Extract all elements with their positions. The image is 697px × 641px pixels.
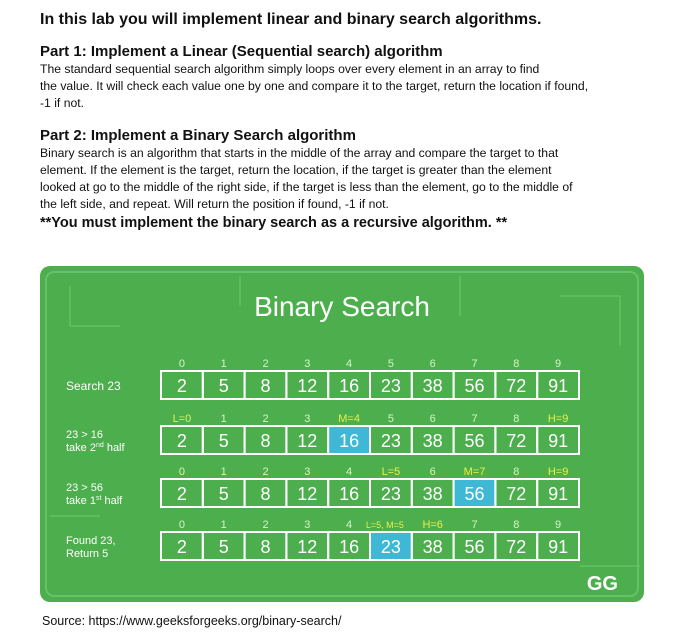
index-label: 4 [346, 519, 353, 531]
index-label: 7 [471, 519, 478, 531]
row-label: Return 5 [66, 548, 109, 560]
index-label: 0 [178, 519, 185, 531]
document-body [40, 10, 660, 248]
index-label: 2 [262, 358, 269, 370]
array-value: 23 [380, 431, 401, 451]
row-label: take 2nd half [66, 442, 125, 454]
index-label: M=4 [338, 413, 360, 425]
part1-heading: Part 1: Implement a Linear (Sequential search) algorithm [40, 43, 443, 60]
index-label: 2 [262, 519, 269, 531]
array-value: 23 [380, 537, 401, 557]
index-label: 8 [513, 358, 520, 370]
array-value: 12 [297, 484, 318, 504]
array-value: 8 [260, 537, 271, 557]
array-value: 72 [506, 431, 527, 451]
array-value: 56 [464, 376, 485, 396]
array-value: 91 [548, 431, 569, 451]
index-label: L=5, M=5 [365, 520, 404, 530]
index-label: 6 [429, 413, 436, 425]
array-value: 2 [176, 431, 187, 451]
row-label: 23 > 56 [66, 482, 104, 494]
array-value: 5 [218, 537, 229, 557]
index-label: 1 [220, 466, 227, 478]
array-value: 38 [422, 431, 443, 451]
part1-line: The standard sequential search algorithm simply loops over every element in an array to find [40, 62, 540, 76]
array-value: 5 [218, 376, 229, 396]
array-value: 38 [422, 484, 443, 504]
array-value: 56 [464, 537, 485, 557]
index-label: 6 [429, 466, 436, 478]
array-value: 56 [464, 431, 485, 451]
array-value: 72 [506, 376, 527, 396]
array-value: 12 [297, 376, 318, 396]
part1-line: -1 if not. [40, 96, 85, 110]
part2-line: element. If the element is the target, return the location, if the target is greater than the element [40, 163, 552, 177]
index-label: 3 [304, 413, 311, 425]
array-value: 91 [548, 484, 569, 504]
index-label: 0 [178, 466, 185, 478]
array-value: 8 [260, 431, 271, 451]
index-label: H=9 [547, 466, 569, 478]
array-value: 16 [339, 376, 360, 396]
array-value: 91 [548, 376, 569, 396]
part2-line: Binary search is an algorithm that starts in the middle of the array and compare the target to that [40, 146, 559, 160]
part2-heading: Part 2: Implement a Binary Search algorithm [40, 127, 356, 144]
array-value: 2 [176, 484, 187, 504]
index-label: L=5 [381, 466, 401, 478]
source-citation: Source: https://www.geeksforgeeks.org/binary-search/ [42, 614, 342, 628]
index-label: 5 [387, 413, 394, 425]
index-label: 7 [471, 413, 478, 425]
array-value: 16 [339, 537, 360, 557]
part2-line: the left side, and repeat. Will return the position if found, -1 if not. [40, 197, 389, 211]
row-label: Found 23, [66, 535, 116, 547]
index-label: 8 [513, 466, 520, 478]
index-label: 1 [220, 358, 227, 370]
array-value: 2 [176, 376, 187, 396]
page-title: In this lab you will implement linear and binary search algorithms. [40, 11, 542, 28]
index-label: 1 [220, 413, 227, 425]
index-label: H=9 [547, 413, 569, 425]
figure-title: Binary Search [254, 291, 430, 322]
index-label: L=0 [172, 413, 192, 425]
gfg-logo: GG [586, 573, 618, 595]
index-label: 3 [304, 358, 311, 370]
index-label: 3 [304, 519, 311, 531]
array-value: 5 [218, 431, 229, 451]
index-label: 5 [387, 358, 394, 370]
index-label: 6 [429, 358, 436, 370]
index-label: 7 [471, 358, 478, 370]
array-value: 16 [339, 431, 360, 451]
index-label: 2 [262, 466, 269, 478]
array-value: 16 [339, 484, 360, 504]
row-label: 23 > 16 [66, 429, 104, 441]
part2-line: looked at go to the middle of the right side, if the target is less than the element, go to the middle of [40, 180, 573, 194]
index-label: H=6 [422, 519, 443, 531]
index-label: M=7 [463, 466, 486, 478]
index-label: 4 [346, 358, 353, 370]
index-label: 2 [262, 413, 269, 425]
row-label: take 1st half [66, 495, 123, 507]
index-label: 8 [513, 519, 520, 531]
array-value: 8 [260, 484, 271, 504]
index-label: 9 [555, 519, 562, 531]
part1-line: the value. It will check each value one by one and compare it to the target, return the location if found, [40, 79, 589, 93]
index-label: 4 [346, 466, 353, 478]
index-label: 8 [513, 413, 520, 425]
array-value: 72 [506, 537, 527, 557]
array-value: 8 [260, 376, 271, 396]
index-label: 3 [304, 466, 311, 478]
array-value: 91 [548, 537, 569, 557]
array-value: 23 [380, 376, 401, 396]
array-value: 72 [506, 484, 527, 504]
array-value: 12 [297, 431, 318, 451]
binary-search-figure [40, 266, 644, 602]
array-value: 2 [176, 537, 187, 557]
binary-search-diagram [40, 266, 644, 602]
array-value: 23 [380, 484, 401, 504]
index-label: 1 [220, 519, 227, 531]
index-label: 0 [178, 358, 185, 370]
array-value: 12 [297, 537, 318, 557]
array-value: 56 [464, 484, 485, 504]
recursive-note: **You must implement the binary search as a recursive algorithm. ** [40, 215, 508, 231]
row-label: Search 23 [66, 379, 121, 393]
array-value: 38 [422, 376, 443, 396]
array-value: 38 [422, 537, 443, 557]
index-label: 9 [555, 358, 562, 370]
array-value: 5 [218, 484, 229, 504]
